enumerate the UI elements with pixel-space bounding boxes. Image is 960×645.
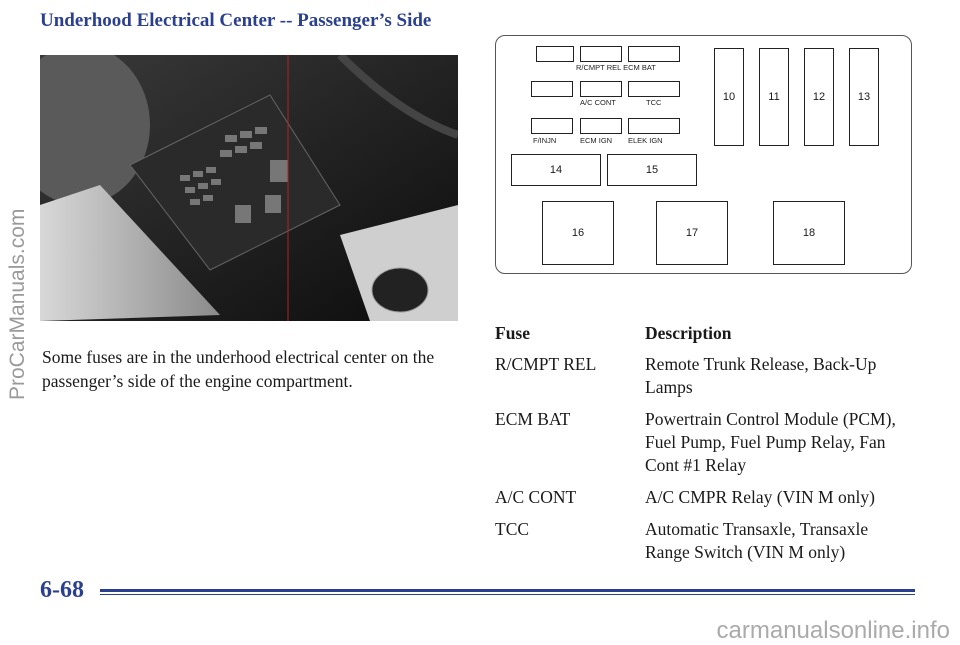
relay-15: 15 [607, 154, 697, 186]
fuse-label-ac-cont: A/C CONT [580, 98, 616, 107]
fuse-description: Remote Trunk Release, Back-Up Lamps [645, 354, 877, 397]
table-row [495, 353, 915, 399]
fuse-name: ECM BAT [495, 409, 571, 429]
fuse-name: A/C CONT [495, 487, 577, 507]
relay-17: 17 [656, 201, 728, 265]
table-row [495, 486, 915, 509]
fuse-label-elek-ign: ELEK IGN [628, 136, 663, 145]
fuse-slot-elek-ign [628, 118, 680, 134]
fuse-label-row1: R/CMPT REL ECM BAT [576, 63, 656, 72]
footer-rule-thin [100, 594, 915, 595]
table-row [495, 518, 915, 564]
fuse-slot-tcc [628, 81, 680, 97]
fuse-slot-ecm-ign [580, 118, 622, 134]
side-watermark: ProCarManuals.com [6, 208, 29, 400]
relay-13: 13 [849, 48, 879, 146]
fuse-block-diagram [495, 35, 912, 274]
fuse-slot-rcmpt-rel [580, 46, 622, 62]
relay-16: 16 [542, 201, 614, 265]
relay-10: 10 [714, 48, 744, 146]
caption-text: Some fuses are in the underhood electrical center on the passenger’s side of the engine compartment. [42, 347, 435, 391]
fuse-slot [531, 81, 573, 97]
header-description: Description [645, 323, 732, 343]
table-row [495, 408, 915, 477]
relay-18: 18 [773, 201, 845, 265]
fuse-slot-ecm-bat [628, 46, 680, 62]
footer-rule [100, 589, 915, 592]
fuse-label-finjn: F/INJN [533, 136, 557, 145]
relay-14: 14 [511, 154, 601, 186]
page-number: 6-68 [40, 577, 84, 603]
fuse-slot-ac-cont [580, 81, 622, 97]
bottom-watermark: carmanualsonline.info [716, 617, 950, 644]
fuse-label-ecm-ign: ECM IGN [580, 136, 613, 145]
fuse-description: Powertrain Control Module (PCM), Fuel Pump, Fuel Pump Relay, Fan Cont #1 Relay [645, 409, 896, 475]
table-header [495, 322, 915, 345]
fuse-description: Automatic Transaxle, Transaxle Range Switch (VIN M only) [645, 519, 869, 562]
fuse-label-tcc: TCC [646, 98, 662, 107]
fuse-name: TCC [495, 519, 530, 539]
fuse-slot-finjn [531, 118, 573, 134]
fuse-name: R/CMPT REL [495, 354, 597, 374]
fuse-table [495, 322, 915, 573]
fuse-slot [536, 46, 574, 62]
relay-11: 11 [759, 48, 789, 146]
page-title: Underhood Electrical Center -- Passenger’s Side [40, 10, 432, 31]
relay-12: 12 [804, 48, 834, 146]
engine-compartment-photo [40, 55, 458, 321]
header-fuse: Fuse [495, 323, 530, 343]
fuse-description: A/C CMPR Relay (VIN M only) [645, 487, 875, 507]
